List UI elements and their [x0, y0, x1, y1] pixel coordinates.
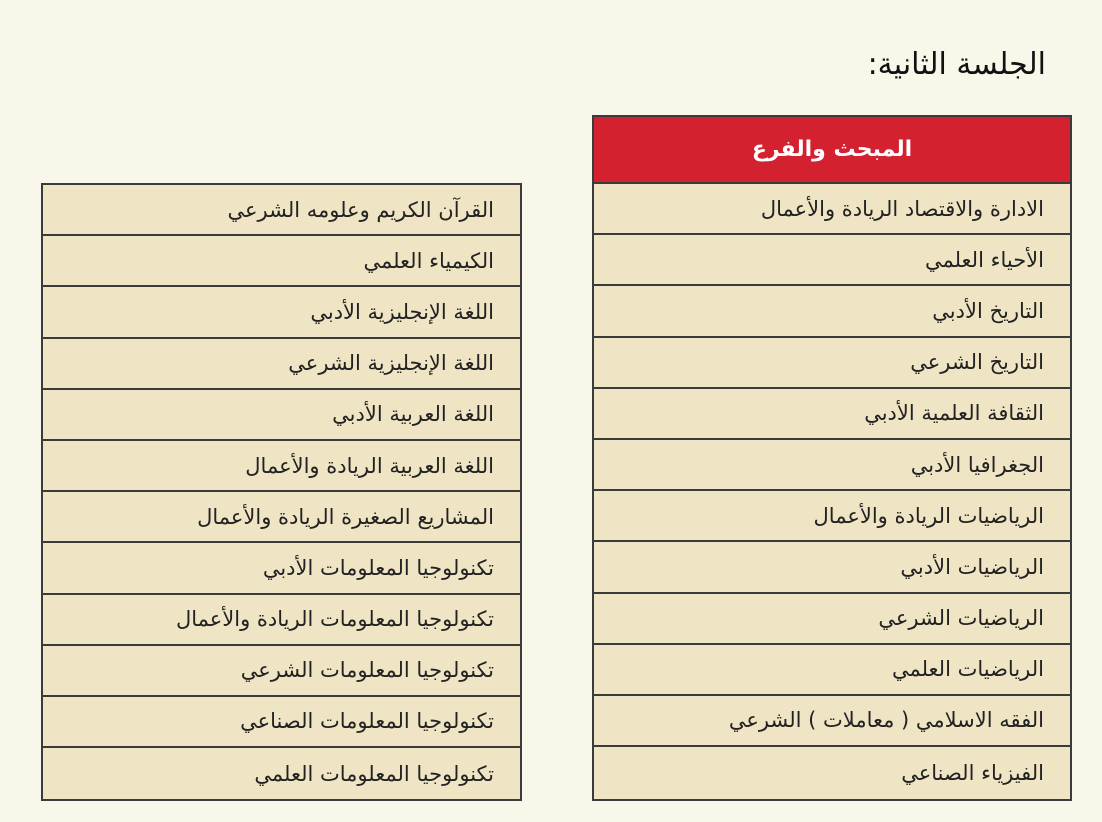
session-title: الجلسة الثانية: — [867, 47, 1046, 82]
table-row: القرآن الكريم وعلومه الشرعي — [43, 185, 520, 236]
table-row: الرياضيات الريادة والأعمال — [594, 491, 1070, 542]
subjects-table-right — [592, 115, 1072, 801]
table-row: الثقافة العلمية الأدبي — [594, 389, 1070, 440]
table-row: تكنولوجيا المعلومات الصناعي — [43, 697, 520, 748]
table-row: تكنولوجيا المعلومات الأدبي — [43, 543, 520, 594]
table-row: الأحياء العلمي — [594, 235, 1070, 286]
table-row: الادارة والاقتصاد الريادة والأعمال — [594, 184, 1070, 235]
table-row: الرياضيات الشرعي — [594, 594, 1070, 645]
table-row: الفيزياء الصناعي — [594, 747, 1070, 798]
table-row: التاريخ الشرعي — [594, 338, 1070, 389]
table-row: تكنولوجيا المعلومات الشرعي — [43, 646, 520, 697]
table-row: التاريخ الأدبي — [594, 286, 1070, 337]
table-row: الرياضيات العلمي — [594, 645, 1070, 696]
table-row: تكنولوجيا المعلومات العلمي — [43, 748, 520, 799]
table-row: الفقه الاسلامي ( معاملات ) الشرعي — [594, 696, 1070, 747]
table-row: المشاريع الصغيرة الريادة والأعمال — [43, 492, 520, 543]
table-row: اللغة الإنجليزية الشرعي — [43, 339, 520, 390]
table-row: الجغرافيا الأدبي — [594, 440, 1070, 491]
table-header: المبحث والفرع — [594, 117, 1070, 184]
table-row: الرياضيات الأدبي — [594, 542, 1070, 593]
subjects-table-left — [41, 183, 522, 801]
table-row: اللغة العربية الريادة والأعمال — [43, 441, 520, 492]
table-row: الكيمياء العلمي — [43, 236, 520, 287]
table-row: تكنولوجيا المعلومات الريادة والأعمال — [43, 595, 520, 646]
table-row: اللغة العربية الأدبي — [43, 390, 520, 441]
table-row: اللغة الإنجليزية الأدبي — [43, 287, 520, 338]
